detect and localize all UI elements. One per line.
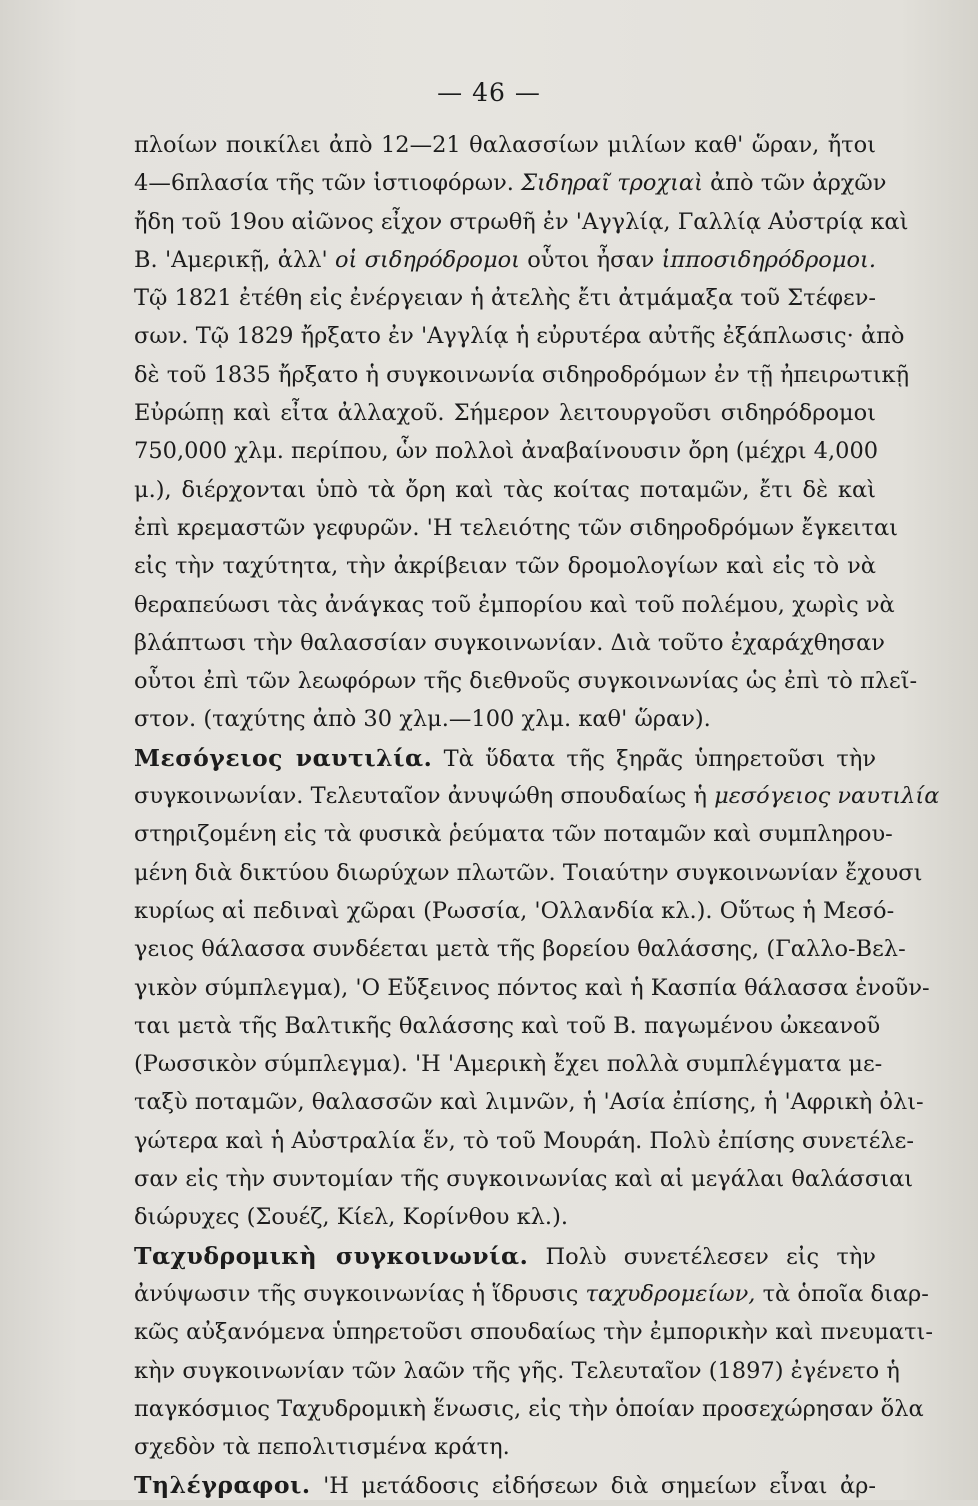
text-line: [134, 777, 940, 815]
text-run: κὴν συγκοινωνίαν τῶν λαῶν τῆς γῆς. Τελευταῖον (1897) ἐγένετο ἡ: [134, 1357, 900, 1384]
section-heading: Ταχυδρομικὴ συγκοινωνία.: [134, 1241, 529, 1270]
text-line: [134, 356, 910, 394]
text-line: [134, 509, 898, 547]
text-run: Εὐρώπῃ καὶ εἶτα ἀλλαχοῦ. Σήμερον λειτουργοῦσι σιδηρόδρομοι: [134, 400, 876, 427]
italic-term: ἱπποσιδηρόδρομοι.: [661, 246, 876, 273]
text-run: κῶς αὐξανόμενα ὑπηρετοῦσι σπουδαίως τὴν ἐμπορικὴν καὶ πνευματι-: [134, 1319, 933, 1346]
text-run: ταξὺ ποταμῶν, θαλασσῶν καὶ λιμνῶν, ἡ 'Ασία ἐπίσης, ἡ 'Αφρικὴ ὀλι-: [134, 1089, 924, 1116]
text-line: [134, 930, 906, 968]
text-run: Τὰ ὕδατα τῆς ξηρᾶς ὑπηρετοῦσι τὴν: [432, 745, 876, 772]
text-line: [134, 1352, 900, 1390]
text-line: [134, 547, 876, 585]
text-run: στον. (ταχύτης ἀπὸ 30 χλμ.—100 χλμ. καθ' ὥραν).: [134, 706, 711, 733]
text-line: [134, 1083, 924, 1121]
body-text: [134, 126, 940, 1505]
text-line: [134, 1160, 914, 1198]
text-run: 4—6πλασία τῆς τῶν ἱστιοφόρων.: [134, 170, 522, 197]
text-line: [134, 662, 918, 700]
text-run: στηριζομένη εἰς τὰ φυσικὰ ῥεύματα τῶν ποταμῶν καὶ συμπληρου-: [134, 821, 893, 848]
text-run: παγκόσμιος Ταχυδρομικὴ ἕνωσις, εἰς τὴν ὁποίαν προσεχώρησαν ὅλα: [134, 1395, 924, 1422]
text-line: [134, 1007, 881, 1045]
text-line: [134, 1045, 883, 1083]
text-run: Πολὺ συνετέλεσεν εἰς τὴν: [528, 1243, 876, 1270]
text-line: [134, 1428, 876, 1466]
text-run: μ.), διέρχονται ὑπὸ τὰ ὄρη καὶ τὰς κοίτας ποταμῶν, ἔτι δὲ καὶ: [134, 476, 876, 503]
text-run: γικὸν σύμπλεγμα), 'Ο Εὔξεινος πόντος καὶ ἡ Κασπία θάλασσα ἑνοῦν-: [134, 974, 930, 1001]
italic-term: ταχυδρομείων,: [585, 1280, 756, 1307]
text-line: [134, 1390, 924, 1428]
text-line: [134, 854, 923, 892]
text-run: ἀνύψωσιν τῆς συγκοινωνίας ἡ ἵδρυσις: [134, 1280, 586, 1307]
text-run: σων. Τῷ 1829 ἤρξατο ἐν 'Αγγλίᾳ ἡ εὐρυτέρα αὐτῆς ἐξάπλωσις· ἀπὸ: [134, 323, 905, 350]
text-run: σαν εἰς τὴν συντομίαν τῆς συγκοινωνίας καὶ αἱ μεγάλαι θαλάσσιαι: [134, 1166, 914, 1193]
text-run: οὗτοι ἐπὶ τῶν λεωφόρων τῆς διεθνοῦς συγκοινωνίας ὡς ἐπὶ τὸ πλεῖ-: [134, 668, 918, 695]
text-run: γειος θάλασσα συνδέεται μετὰ τῆς βορείου θαλάσσης, (Γαλλο-Βελ-: [134, 936, 906, 963]
text-run: Τῷ 1821 ἐτέθη εἰς ἐνέργειαν ἡ ἀτελὴς ἔτι ἀτμάμαξα τοῦ Στέφεν-: [134, 285, 876, 312]
text-line: [134, 126, 876, 164]
text-line: [134, 317, 905, 355]
text-line: [134, 241, 876, 279]
text-line: [134, 586, 895, 624]
text-run: πλοίων ποικίλει ἀπὸ 12—21 θαλασσίων μιλίων καθ' ὥραν, ἤτοι: [134, 132, 876, 158]
text-run: ἐπὶ κρεμαστῶν γεφυρῶν. 'Η τελειότης τῶν σιδηροδρόμων ἔγκειται: [134, 514, 898, 541]
text-line: [134, 739, 876, 777]
text-line: [134, 432, 879, 470]
text-line: [134, 1122, 914, 1160]
text-run: κυρίως αἱ πεδιναὶ χῶραι (Ρωσσία, 'Ολλανδία κλ.). Οὕτως ἡ Μεσό-: [134, 897, 895, 924]
text-run: συγκοινωνίαν. Τελευταῖον ἀνυψώθη σπουδαίως ἡ: [134, 783, 715, 810]
text-line: [134, 1313, 933, 1351]
text-run: τὰ ὁποῖα διαρ-: [755, 1280, 929, 1307]
text-run: 750,000 χλμ. περίπου, ὧν πολλοὶ ἀναβαίνουσιν ὄρη (μέχρι 4,000: [134, 438, 879, 465]
text-run: βλάπτωσι τὴν θαλασσίαν συγκοινωνίαν. Διὰ τοῦτο ἐχαράχθησαν: [134, 629, 885, 656]
section-heading: Τηλέγραφοι.: [134, 1471, 311, 1500]
text-run: σχεδὸν τὰ πεπολιτισμένα κράτη.: [134, 1434, 510, 1461]
text-line: [134, 1466, 876, 1504]
text-run: 'Η μετάδοσις εἰδήσεων διὰ σημείων εἶναι ἀρ-: [310, 1473, 876, 1500]
text-run: διώρυχες (Σουέζ, Κίελ, Κορίνθου κλ.).: [134, 1204, 568, 1231]
text-line: [134, 279, 876, 317]
text-run: γώτερα καὶ ἡ Αὐστραλία ἕν, τὸ τοῦ Μουράη. Πολὺ ἐπίσης συνετέλε-: [134, 1127, 914, 1154]
text-line: [134, 624, 885, 662]
text-line: [134, 164, 887, 202]
section-heading: Μεσόγειος ναυτιλία.: [134, 743, 433, 772]
text-run: δὲ τοῦ 1835 ἤρξατο ἡ συγκοινωνία σιδηροδρόμων ἐν τῇ ἠπειρωτικῇ: [134, 361, 910, 388]
italic-term: οἱ σιδηρόδρομοι: [334, 246, 520, 273]
text-line: [134, 969, 930, 1007]
page-number: — 46 —: [437, 78, 541, 107]
text-line: [134, 892, 895, 930]
text-run: μένη διὰ δικτύου διωρύχων πλωτῶν. Τοιαύτην συγκοινωνίαν ἔχουσι: [134, 859, 923, 886]
text-line: [134, 203, 909, 241]
italic-term: Σιδηραῖ τροχιαὶ: [521, 170, 703, 197]
text-run: οὗτοι ἦσαν: [519, 246, 662, 273]
text-line: [134, 700, 876, 738]
text-line: [134, 1275, 929, 1313]
text-line: [134, 1237, 876, 1275]
text-line: [134, 1198, 876, 1236]
text-run: ται μετὰ τῆς Βαλτικῆς θαλάσσης καὶ τοῦ Β. παγωμένου ὠκεανοῦ: [134, 1012, 881, 1039]
text-run: Β. 'Αμερικῇ, ἀλλ': [134, 246, 335, 273]
text-run: εἰς τὴν ταχύτητα, τὴν ἀκρίβειαν τῶν δρομολογίων καὶ εἰς τὸ νὰ: [134, 553, 876, 580]
text-run: θεραπεύωσι τὰς ἀνάγκας τοῦ ἐμπορίου καὶ τοῦ πολέμου, χωρὶς νὰ: [134, 591, 895, 618]
text-line: [134, 471, 876, 509]
text-line: [134, 815, 893, 853]
text-run: (Ρωσσικὸν σύμπλεγμα). 'Η 'Αμερικὴ ἔχει πολλὰ συμπλέγματα με-: [134, 1051, 883, 1078]
text-run: ἤδη τοῦ 19ου αἰῶνος εἶχον στρωθῆ ἐν 'Αγγλίᾳ, Γαλλίᾳ Αὐστρίᾳ καὶ: [134, 208, 909, 235]
italic-term: μεσόγειος ναυτιλία: [714, 783, 940, 810]
text-run: ἀπὸ τῶν ἀρχῶν: [702, 170, 887, 197]
text-line: [134, 394, 876, 432]
